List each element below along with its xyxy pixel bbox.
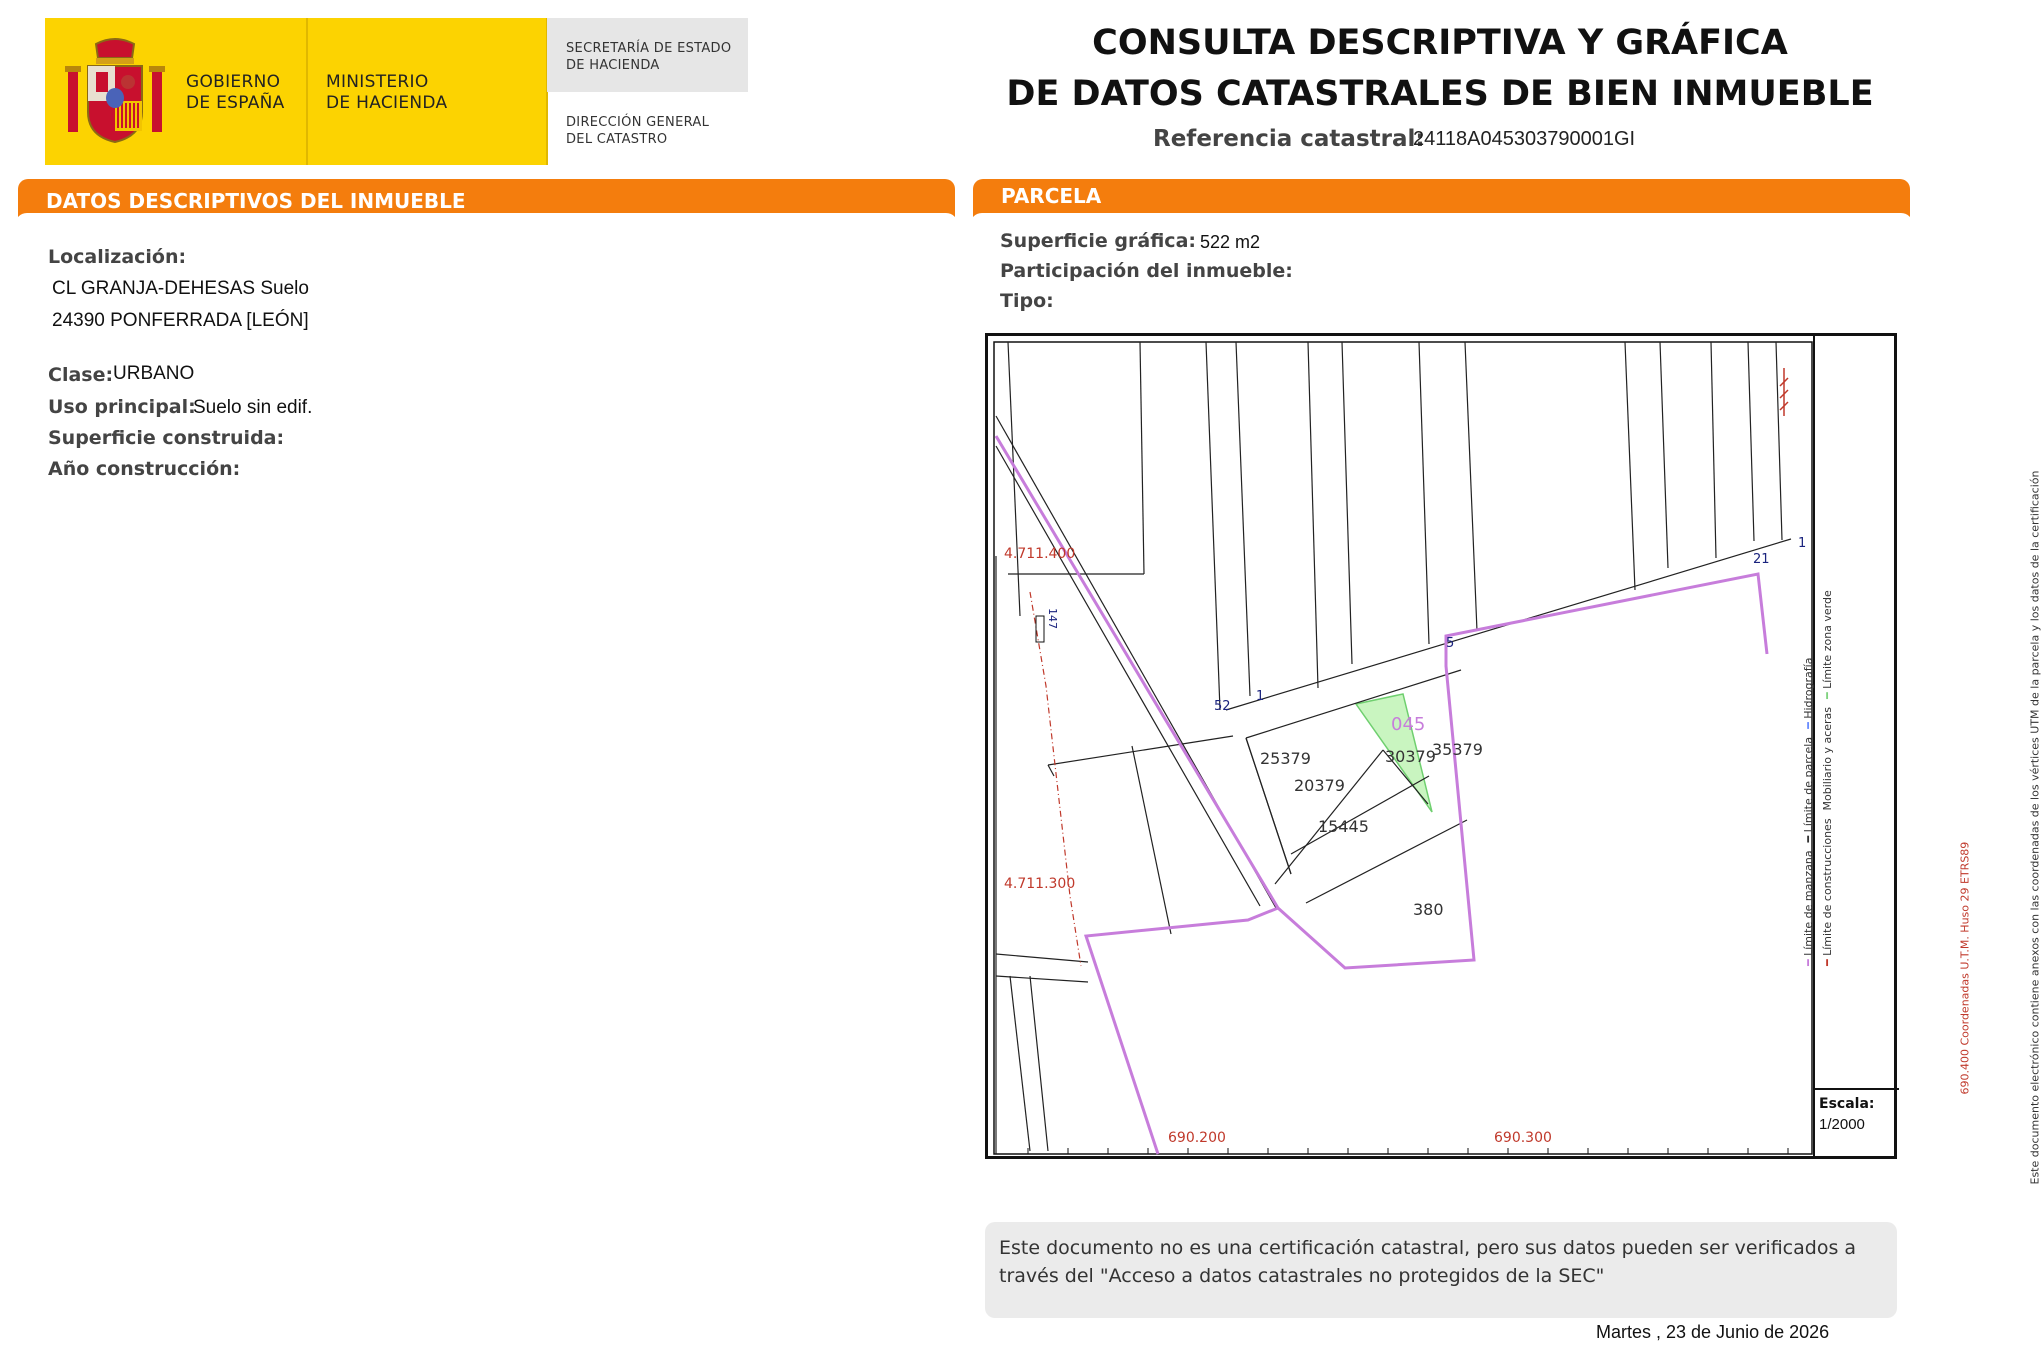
localizacion-label: Localización:	[48, 246, 187, 268]
parcel-label: 15445	[1318, 817, 1369, 836]
legend-entries	[1799, 566, 1875, 966]
legend-note: Este documento electrónico contiene anexos con las coordenadas de los vértices UTM de la parcela y los datos de la certificación	[2028, 470, 2042, 1185]
legend-coords: 690.400 Coordenadas U.T.M. Huso 29 ETRS89	[1958, 841, 1972, 1095]
parcela-section-bar	[973, 179, 1910, 219]
coat-of-arms-icon	[62, 36, 168, 148]
page-title	[1000, 18, 1880, 120]
coord-x-2: 690.300	[1494, 1130, 1552, 1146]
address-line-1: CL GRANJA-DEHESAS Suelo	[52, 278, 309, 299]
line-number: 147	[1046, 608, 1059, 629]
secretaria-label: SECRETARÍA DE ESTADO DE HACIENDA	[566, 41, 732, 73]
descriptive-section-title: DATOS DESCRIPTIVOS DEL INMUEBLE	[46, 189, 466, 213]
clase-value: URBANO	[113, 363, 195, 384]
cadastral-map	[985, 333, 2042, 1185]
address-line-2: 24390 PONFERRADA [LEÓN]	[52, 310, 309, 331]
coord-y-2: 4.711.300	[1004, 876, 1076, 892]
line-number: 1	[1798, 536, 1807, 551]
document-date: Martes , 23 de Junio de 2026	[1596, 1322, 1830, 1342]
tipo-label: Tipo:	[1000, 290, 1054, 312]
line-number: 1	[1256, 689, 1265, 704]
map-legend	[1802, 336, 2042, 1185]
parcel-label: 35379	[1432, 740, 1483, 759]
legend-zona-verde: ━ Límite zona verde	[1821, 590, 1834, 699]
participacion-label: Participación del inmueble:	[1000, 260, 1293, 282]
parcela-section-title: PARCELA	[1001, 184, 1102, 208]
north-arrow-icon	[1780, 368, 1788, 416]
ref-label: Referencia catastral:	[1153, 126, 1425, 152]
title-line-2: DE DATOS CATASTRALES DE BIEN INMUEBLE	[1006, 74, 1874, 114]
direccion-label: DIRECCIÓN GENERAL DEL CATASTRO	[566, 115, 710, 147]
gobierno-label: GOBIERNO DE ESPAÑA	[186, 72, 285, 113]
escala-divider	[1815, 1088, 1899, 1090]
parcel-label-main: 045	[1391, 714, 1426, 735]
escala-value: 1/2000	[1819, 1116, 1865, 1133]
legend-parcela: ━ Límite de parcela	[1802, 736, 1815, 843]
parcel-label: 30379	[1385, 747, 1436, 766]
line-number: 52	[1214, 699, 1231, 714]
coord-x-1: 690.200	[1168, 1130, 1226, 1146]
banner-divider	[306, 18, 308, 165]
legend-manzana: ━ Límite de manzana	[1802, 850, 1815, 966]
line-number: 5	[1446, 636, 1455, 651]
verification-note-text: Este documento no es una certificación catastral, pero sus datos pueden ser verificados a través del "Acceso a datos catastrales no protegidos de la SEC"	[999, 1237, 1857, 1287]
legend-hidrografia: ━ Hidrografía	[1802, 657, 1815, 729]
anio-construccion-label: Año construcción:	[48, 458, 241, 480]
legend-mobiliario: Mobiliario y aceras	[1821, 706, 1834, 811]
ministerio-label: MINISTERIO DE HACIENDA	[326, 72, 448, 113]
parcel-label: 380	[1413, 900, 1444, 919]
superficie-construida-label: Superficie construida:	[48, 427, 285, 449]
ref-value: 24118A045303790001GI	[1413, 128, 1636, 150]
escala-label: Escala:	[1819, 1096, 1875, 1112]
clase-label: Clase:	[48, 364, 114, 386]
parcel-label: 25379	[1260, 749, 1311, 768]
line-number: 21	[1753, 552, 1770, 567]
title-line-1: CONSULTA DESCRIPTIVA Y GRÁFICA	[1092, 23, 1788, 63]
superficie-grafica-value: 522 m2	[1200, 232, 1261, 252]
parcel-label: 20379	[1294, 776, 1345, 795]
legend-construcciones: ━ Límite de construcciones	[1821, 818, 1834, 966]
superficie-grafica-label: Superficie gráfica:	[1000, 230, 1196, 252]
coord-y-1: 4.711.400	[1004, 546, 1076, 562]
uso-value: Suelo sin edif.	[193, 397, 313, 418]
uso-label: Uso principal:	[48, 396, 196, 418]
verification-note	[985, 1222, 1897, 1318]
